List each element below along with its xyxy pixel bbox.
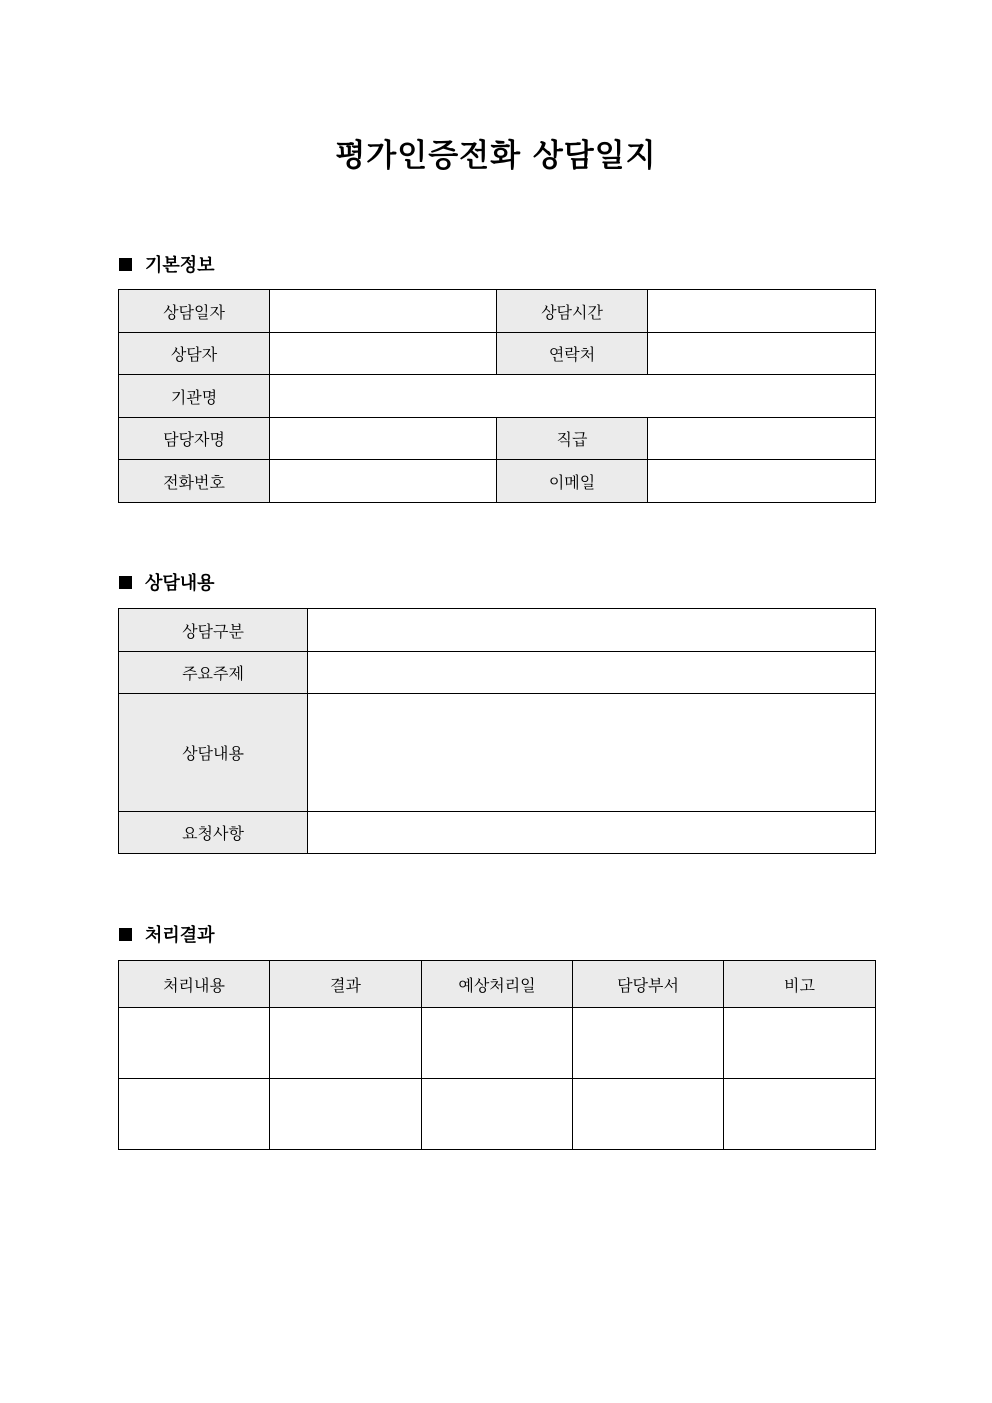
result-cell[interactable] <box>270 1008 422 1079</box>
result-cell[interactable] <box>573 1079 724 1150</box>
consult-date-label: 상담일자 <box>119 290 270 333</box>
contact-label: 연락처 <box>497 333 648 375</box>
result-cell[interactable] <box>573 1008 724 1079</box>
section-heading-result <box>119 921 215 947</box>
phone-label: 전화번호 <box>119 460 270 503</box>
column-header: 비고 <box>724 961 876 1008</box>
email-field[interactable] <box>648 460 876 503</box>
square-bullet-icon <box>119 928 132 941</box>
column-header: 결과 <box>270 961 422 1008</box>
table-row <box>119 1008 876 1079</box>
institution-label: 기관명 <box>119 375 270 418</box>
category-label: 상담구분 <box>119 609 308 652</box>
consult-date-field[interactable] <box>270 290 497 333</box>
manager-name-label: 담당자명 <box>119 418 270 460</box>
page-title: 평가인증전화 상담일지 <box>335 138 657 174</box>
basic-info-table <box>118 289 876 503</box>
content-field[interactable] <box>308 694 876 812</box>
square-bullet-icon <box>119 258 132 271</box>
category-field[interactable] <box>308 609 876 652</box>
consult-time-field[interactable] <box>648 290 876 333</box>
position-label: 직급 <box>497 418 648 460</box>
counselor-label: 상담자 <box>119 333 270 375</box>
contact-field[interactable] <box>648 333 876 375</box>
result-table <box>118 960 876 1150</box>
square-bullet-icon <box>119 576 132 589</box>
topic-field[interactable] <box>308 652 876 694</box>
institution-field[interactable] <box>270 375 876 418</box>
manager-name-field[interactable] <box>270 418 497 460</box>
section-heading-label: 상담내용 <box>145 573 215 594</box>
result-cell[interactable] <box>422 1079 573 1150</box>
table-row <box>119 1079 876 1150</box>
result-cell[interactable] <box>119 1079 270 1150</box>
counselor-field[interactable] <box>270 333 497 375</box>
result-cell[interactable] <box>724 1008 876 1079</box>
request-label: 요청사항 <box>119 812 308 854</box>
consult-time-label: 상담시간 <box>497 290 648 333</box>
section-heading-consultation <box>119 569 215 595</box>
column-header: 담당부서 <box>573 961 724 1008</box>
email-label: 이메일 <box>497 460 648 503</box>
column-header: 처리내용 <box>119 961 270 1008</box>
request-field[interactable] <box>308 812 876 854</box>
section-heading-label: 기본정보 <box>145 255 215 276</box>
column-header: 예상처리일 <box>422 961 573 1008</box>
result-cell[interactable] <box>119 1008 270 1079</box>
phone-field[interactable] <box>270 460 497 503</box>
position-field[interactable] <box>648 418 876 460</box>
topic-label: 주요주제 <box>119 652 308 694</box>
result-cell[interactable] <box>422 1008 573 1079</box>
result-cell[interactable] <box>724 1079 876 1150</box>
content-label: 상담내용 <box>119 694 308 812</box>
consultation-table <box>118 608 876 854</box>
result-cell[interactable] <box>270 1079 422 1150</box>
section-heading-basic-info <box>119 251 215 277</box>
section-heading-label: 처리결과 <box>145 925 215 946</box>
